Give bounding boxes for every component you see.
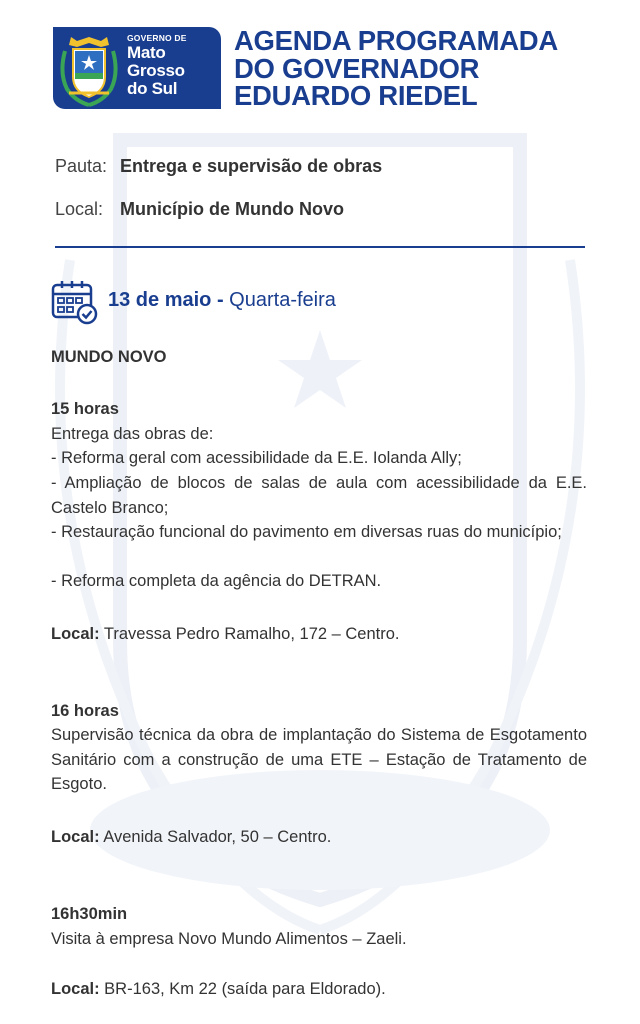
event-1-item-2: - Ampliação de blocos de salas de aula com acessibilidade da E.E. Castelo Branco; (51, 474, 587, 517)
event-1-location-label: Local: (51, 625, 100, 643)
event-3-location (51, 977, 587, 1002)
date-separator: - (211, 289, 230, 311)
state-logo (53, 27, 221, 109)
event-1-item-4: - Reforma completa da agência do DETRAN. (51, 572, 382, 590)
event-2-time: 16 horas (51, 702, 119, 720)
title-line-3: EDUARDO RIEDEL (234, 80, 478, 111)
event-1-intro: Entrega das obras de: (51, 425, 214, 443)
coat-of-arms-icon (57, 33, 121, 107)
pauta-row (55, 156, 383, 177)
logo-government-label: GOVERNO DE (127, 33, 187, 43)
event-2-location (51, 825, 587, 850)
local-label: Local: (55, 199, 104, 219)
city-heading: MUNDO NOVO (51, 348, 167, 366)
event-2-location-label: Local: (51, 828, 100, 846)
title-line-1: AGENDA PROGRAMADA (234, 25, 558, 56)
pauta-value: Entrega e supervisão de obras (120, 156, 383, 176)
date-day: 13 de maio (108, 289, 212, 311)
local-row (55, 199, 344, 220)
calendar-check-icon (50, 279, 98, 325)
event-1-location (51, 622, 587, 647)
date-weekday: Quarta-feira (229, 289, 336, 311)
event-3-description: Visita à empresa Novo Mundo Alimentos – Zaeli. (51, 930, 407, 948)
event-3-location-value: BR-163, Km 22 (saída para Eldorado). (99, 980, 386, 998)
event-2-description: Supervisão técnica da obra de implantação do Sistema de Esgotamento Sanitário com a construção de uma ETE – Estação de Tratamento de Esgoto. (51, 726, 587, 793)
event-2-location-value: Avenida Salvador, 50 – Centro. (99, 828, 332, 846)
event-1-item-1: - Reforma geral com acessibilidade da E.E. Iolanda Ally; (51, 449, 462, 467)
event-1-time: 15 horas (51, 400, 119, 418)
title-line-2: DO GOVERNADOR (234, 52, 480, 84)
pauta-label: Pauta: (55, 156, 108, 176)
event-date (108, 289, 336, 312)
event-1-location-value: Travessa Pedro Ramalho, 172 – Centro. (99, 625, 400, 643)
event-1-item-3: - Restauração funcional do pavimento em diversas ruas do município; (51, 523, 562, 541)
local-value: Município de Mundo Novo (120, 199, 344, 219)
event-3-location-label: Local: (51, 980, 100, 998)
logo-state-name: Mato Grosso do Sul (127, 43, 185, 98)
event-3-time: 16h30min (51, 905, 128, 923)
header-divider (55, 246, 585, 248)
page-title (234, 27, 629, 110)
